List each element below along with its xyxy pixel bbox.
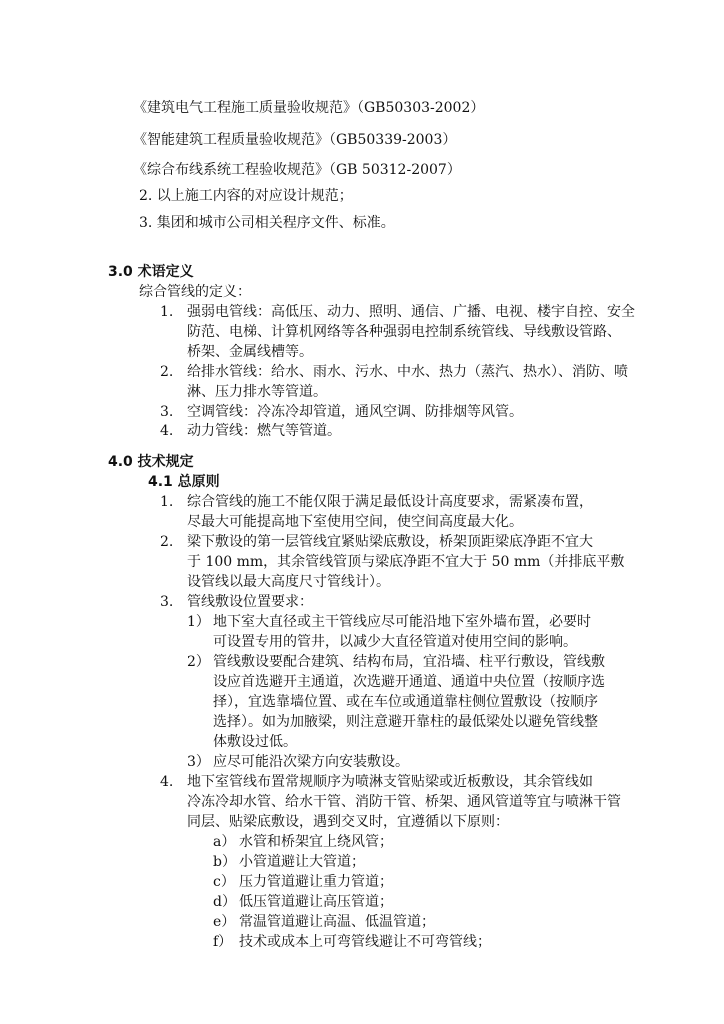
principle-letter: b）: [213, 854, 236, 870]
subitem-text: 可设置专用的管井，以减少大直径管道对使用空间的影响。: [213, 634, 577, 650]
item-text: 管线敷设位置要求：: [187, 594, 313, 610]
principle-text: 技术或成本上可弯管线避让不可弯管线；: [239, 934, 491, 950]
principle-text: 低压管道避让高压管道；: [239, 894, 393, 910]
reference-line: 3. 集团和城市公司相关程序文件、标准。: [139, 215, 395, 231]
principle-text: 压力管道避让重力管道；: [239, 874, 393, 890]
item-text: 同层、贴梁底敷设，遇到交叉时，宜遵循以下原则：: [187, 814, 509, 830]
principle-letter: e）: [213, 914, 236, 930]
item-text: 综合管线的施工不能仅限于满足最低设计高度要求，需紧凑布置，: [187, 494, 593, 510]
subitem-text: 体敷设过低。: [213, 734, 297, 750]
item-text: 桥架、金属线槽等。: [187, 344, 313, 360]
item-number: 2.: [160, 364, 174, 380]
principle-text: 常温管道避让高温、低温管道；: [239, 914, 435, 930]
item-number: 3.: [160, 594, 174, 610]
standard-line: 《综合布线系统工程验收规范》（GB 50312-2007）: [133, 162, 461, 178]
item-text: 尽最大可能提高地下室使用空间，使空间高度最大化。: [187, 514, 523, 530]
reference-line: 2. 以上施工内容的对应设计规范；: [139, 188, 353, 204]
section-intro: 综合管线的定义：: [139, 284, 251, 300]
item-text: 梁下敷设的第一层管线宜紧贴梁底敷设，桥架顶距梁底净距不宜大: [187, 534, 593, 550]
item-number: 1.: [160, 304, 174, 320]
item-text: 于 100 mm，其余管线管顶与梁底净距不宜大于 50 mm（并排底平敷: [187, 554, 625, 570]
item-number: 4.: [160, 423, 174, 439]
principle-letter: c）: [213, 874, 235, 890]
principle-letter: d）: [213, 894, 236, 910]
item-number: 2.: [160, 534, 174, 550]
subitem-text: 设应首选避开主通道，次选避开通道、通道中央位置（按顺序选: [213, 674, 605, 690]
item-number: 4.: [160, 774, 174, 790]
principle-text: 小管道避让大管道；: [239, 854, 365, 870]
subitem-text: 地下室大直径或主干管线应尽可能沿地下室外墙布置，必要时: [213, 614, 591, 630]
subitem-text: 应尽可能沿次梁方向安装敷设。: [213, 754, 409, 770]
item-text: 地下室管线布置常规顺序为喷淋支管贴梁或近板敷设，其余管线如: [187, 774, 593, 790]
item-text: 设管线以最大高度尺寸管线计）。: [187, 574, 390, 590]
subitem-text: 管线敷设要配合建筑、结构布局，宜沿墙、柱平行敷设，管线敷: [213, 654, 605, 670]
item-text: 给排水管线：给水、雨水、污水、中水、热力（蒸汽、热水）、消防、喷: [187, 364, 628, 380]
item-number: 1.: [160, 494, 174, 510]
item-text: 动力管线：燃气等管道。: [187, 423, 341, 439]
item-text: 防范、电梯、计算机网络等各种强弱电控制系统管线、导线敷设管路、: [187, 324, 621, 340]
section-heading: 4.0 技术规定: [108, 454, 194, 470]
subitem-number: 1）: [187, 614, 210, 630]
subitem-number: 3）: [187, 754, 210, 770]
section-heading: 3.0 术语定义: [108, 264, 194, 280]
item-text: 淋、压力排水等管道。: [187, 384, 327, 400]
subitem-number: 2）: [187, 654, 210, 670]
item-text: 空调管线：冷冻冷却管道，通风空调、防排烟等风管。: [187, 404, 523, 420]
subsection-heading: 4.1 总原则: [148, 474, 220, 490]
subitem-text: 择），宜选靠墙位置、或在车位或通道靠柱侧位置敷设（按顺序: [213, 694, 598, 710]
principle-letter: f）: [213, 934, 233, 950]
principle-letter: a）: [213, 834, 236, 850]
standard-line: 《智能建筑工程质量验收规范》（GB50339-2003）: [133, 132, 457, 148]
principle-text: 水管和桥架宜上绕风管；: [239, 834, 393, 850]
standard-line: 《建筑电气工程施工质量验收规范》（GB50303-2002）: [133, 100, 485, 116]
subitem-text: 选择）。如为加腋梁，则注意避开靠柱的最低梁处以避免管线整: [213, 714, 598, 730]
item-text: 强弱电管线：高低压、动力、照明、通信、广播、电视、楼宇自控、安全: [187, 304, 635, 320]
item-text: 冷冻冷却水管、给水干管、消防干管、桥架、通风管道等宜与喷淋干管: [187, 794, 621, 810]
item-number: 3.: [160, 404, 174, 420]
